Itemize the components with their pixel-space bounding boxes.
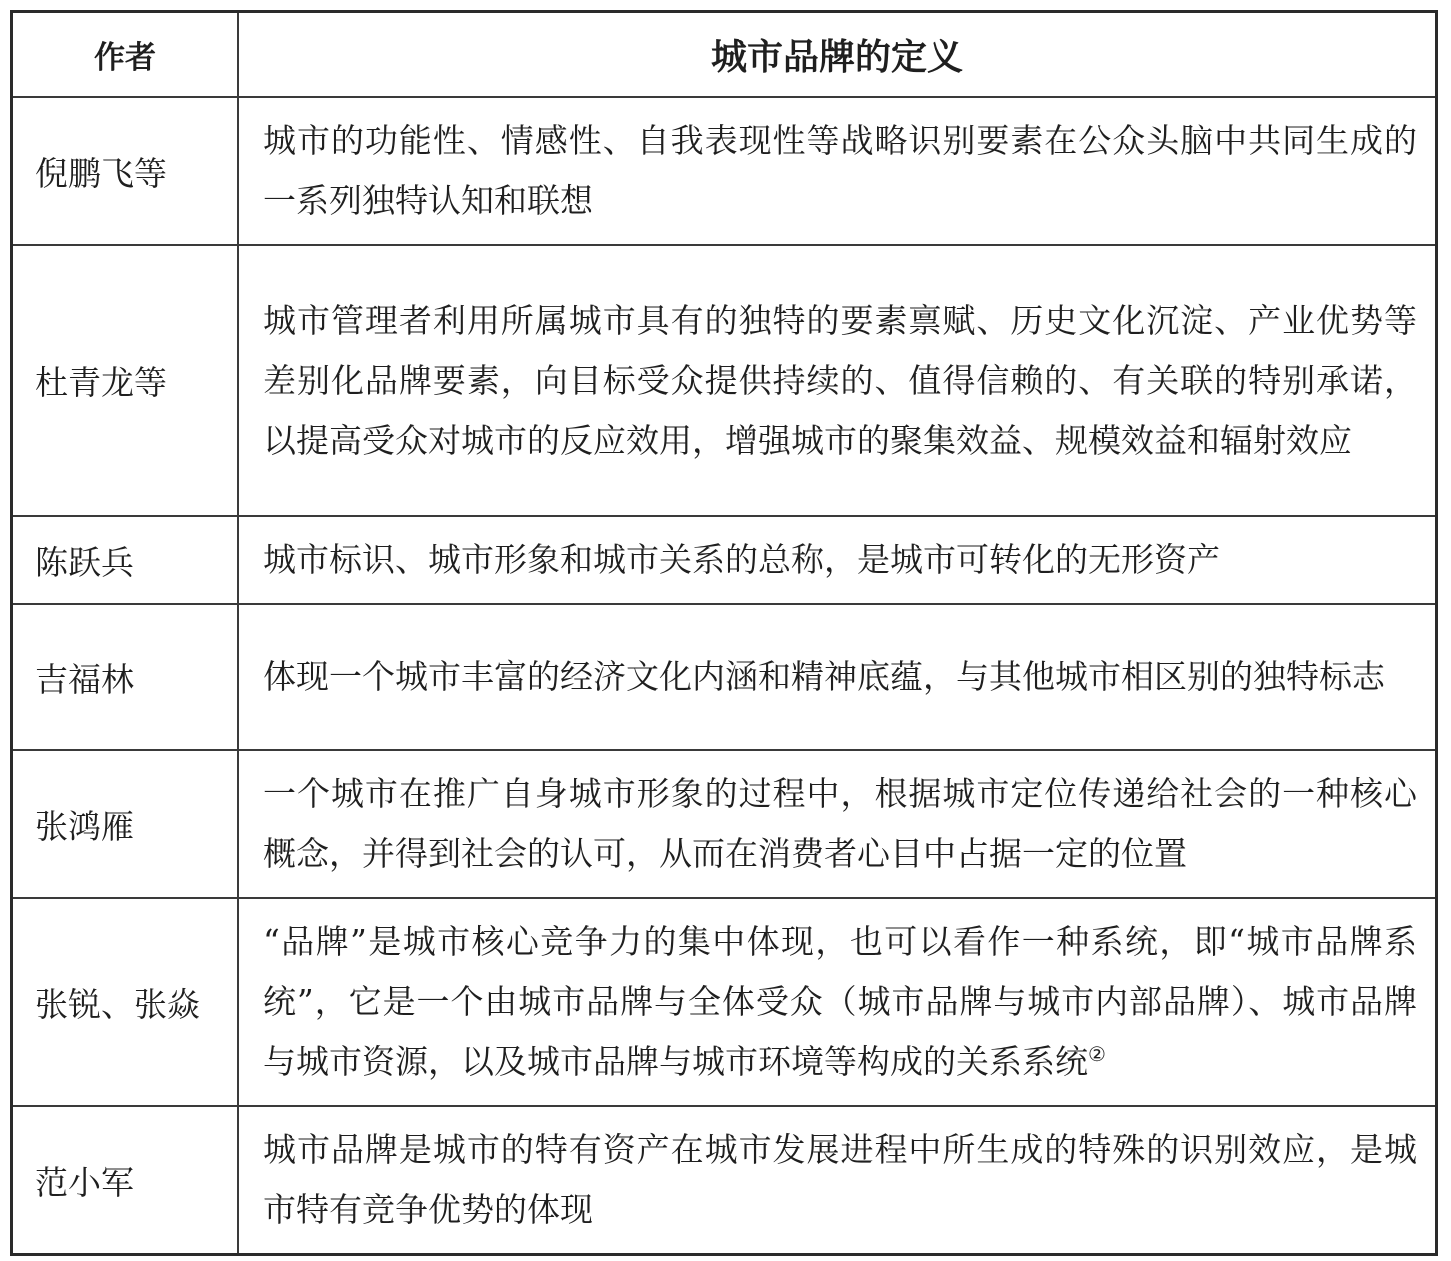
- table-row: [13, 245, 1435, 516]
- definition-text: 一个城市在推广自身城市形象的过程中，根据城市定位传递给社会的一种核心概念，并得到社会的认可，从而在消费者心目中占据一定的位置: [263, 774, 1417, 873]
- definition-text: 城市的功能性、情感性、自我表现性等战略识别要素在公众头脑中共同生成的一系列独特认知和联想: [263, 121, 1417, 220]
- definition-text: 城市管理者利用所属城市具有的独特的要素禀赋、历史文化沉淀、产业优势等差别化品牌要素，向目标受众提供持续的、值得信赖的、有关联的特别承诺，以提高受众对城市的反应效用，增强城市的聚集效益、规模效益和辐射效应: [263, 300, 1417, 460]
- definition-text: “品牌”是城市核心竞争力的集中体现，也可以看作一种系统，即“城市品牌系统”，它是一个由城市品牌与全体受众（城市品牌与城市内部品牌）、城市品牌与城市资源，以及城市品牌与城市环境等构成的关系系统: [263, 922, 1417, 1081]
- author-cell: 杜青龙等: [13, 245, 238, 516]
- author-cell: 范小军: [13, 1106, 238, 1253]
- table-row: [13, 97, 1435, 245]
- definition-text: 城市标识、城市形象和城市关系的总称，是城市可转化的无形资产: [263, 540, 1220, 579]
- author-cell: 张鸿雁: [13, 750, 238, 898]
- author-cell: 陈跃兵: [13, 516, 238, 604]
- footnote-marker: ②: [1088, 1042, 1106, 1066]
- table-header-row: [13, 13, 1435, 97]
- definition-cell: [238, 750, 1435, 898]
- definition-text: 体现一个城市丰富的经济文化内涵和精神底蕴，与其他城市相区别的独特标志: [263, 657, 1385, 696]
- table-row: [13, 1106, 1435, 1253]
- author-cell: 倪鹏飞等: [13, 97, 238, 245]
- definition-cell: [238, 604, 1435, 750]
- definition-cell: [238, 898, 1435, 1106]
- definition-text: 城市品牌是城市的特有资产在城市发展进程中所生成的特殊的识别效应，是城市特有竞争优势的体现: [263, 1130, 1417, 1229]
- author-cell: 张锐、张焱: [13, 898, 238, 1106]
- definition-cell: [238, 1106, 1435, 1253]
- table-row: [13, 604, 1435, 750]
- city-brand-definition-table-container: [10, 10, 1438, 1256]
- definition-cell: [238, 245, 1435, 516]
- definition-cell: [238, 516, 1435, 604]
- author-cell: 吉福林: [13, 604, 238, 750]
- header-definition: 城市品牌的定义: [238, 13, 1435, 97]
- table-row: [13, 750, 1435, 898]
- header-author: 作者: [13, 13, 238, 97]
- table-row: [13, 516, 1435, 604]
- table-row: [13, 898, 1435, 1106]
- city-brand-definition-table: [13, 13, 1435, 1253]
- definition-cell: [238, 97, 1435, 245]
